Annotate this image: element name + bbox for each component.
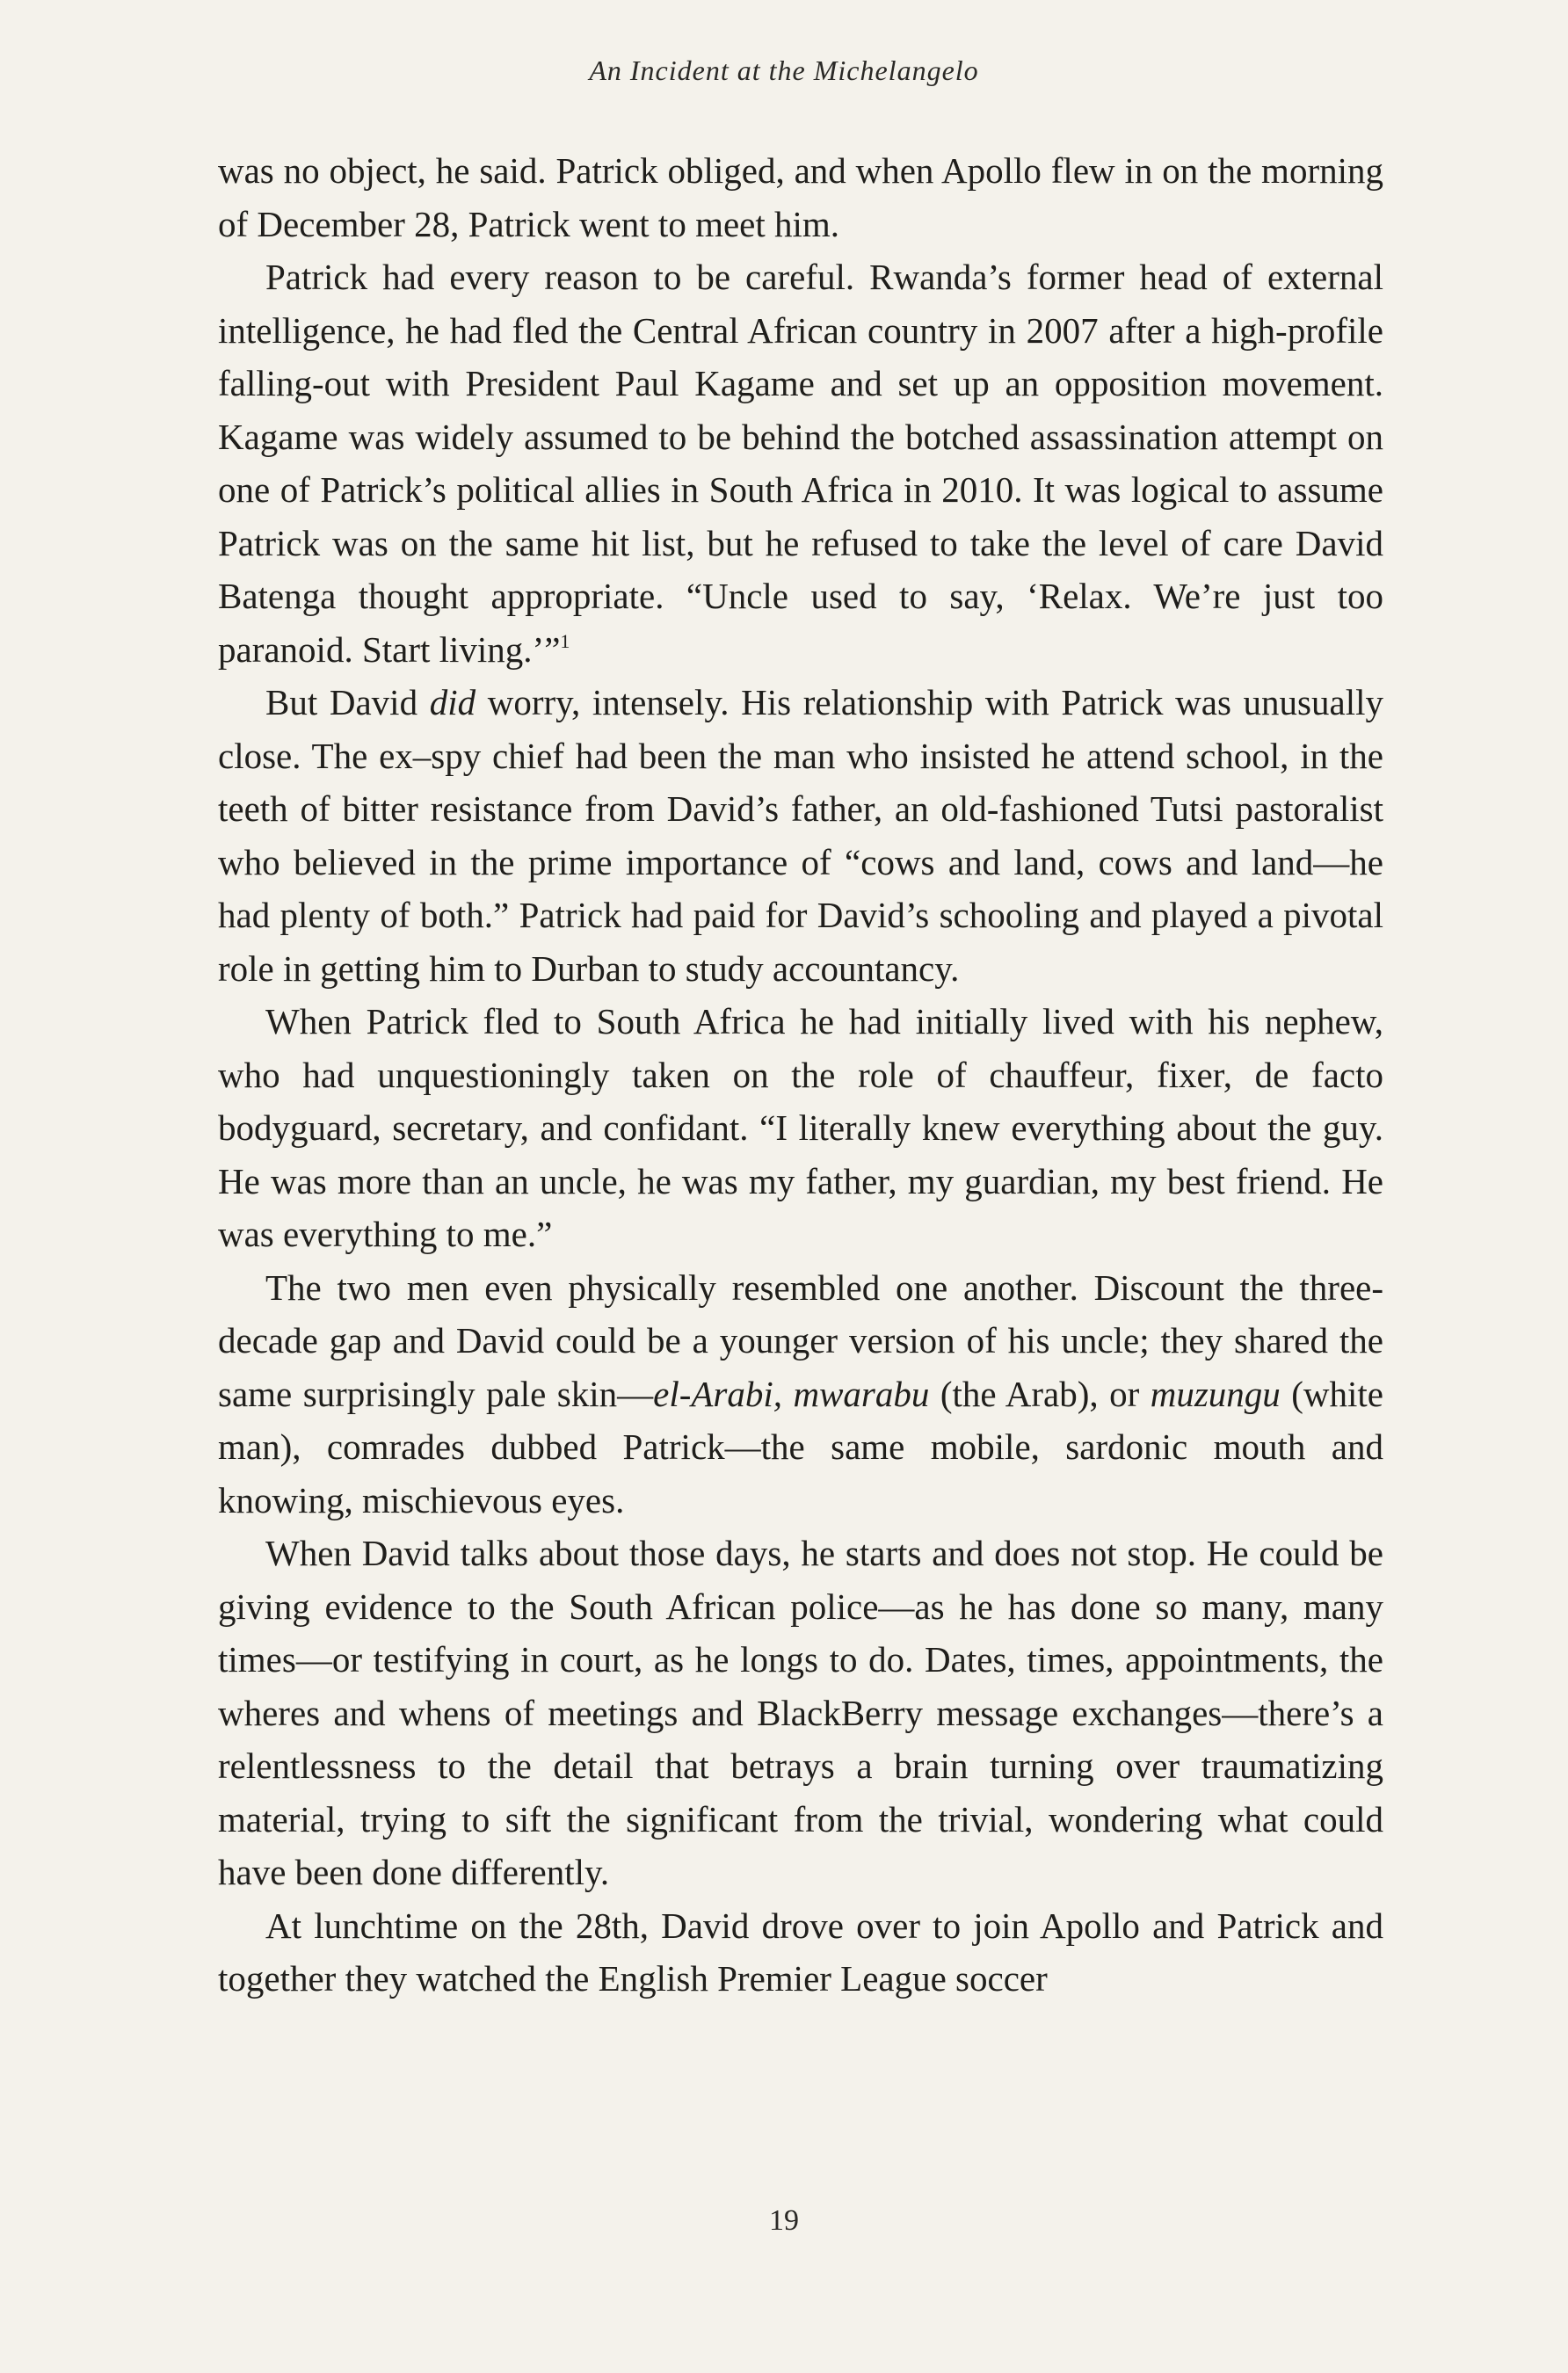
paragraph-1: was no object, he said. Patrick obliged, and when Apollo flew in on the morning of December 28, Patrick went to meet him.	[218, 150, 1383, 244]
footnote-marker[interactable]: 1	[560, 629, 570, 652]
paragraph-3-lead: But David	[265, 682, 430, 722]
emphasis-muzungu: muzungu	[1150, 1373, 1281, 1414]
paragraph-5-part-a: The two men even physically resembled one another. Discount the three-decade gap and David could be a younger version of his uncle; they shared the same surprisingly pale skin—	[218, 1266, 1383, 1414]
paragraph-5-part-c: (white man), comrades dubbed Patrick—the same mobile, sardonic mouth and knowing, mischievous eyes.	[218, 1373, 1383, 1520]
paragraph-2	[218, 250, 1383, 676]
paragraph-2-text: Patrick had every reason to be careful. Rwanda’s former head of external intelligence, he had fled the Central African country in 2007 after a high-profile falling-out with President Paul Kagame and set up an opposition movement. Kagame was widely assumed to be behind the botched assassination attempt on one of Patrick’s political allies in South Africa in 2010. It was logical to assume Patrick was on the same hit list, but he refused to take the level of care David Batenga thought appropriate. “Uncle used to say, ‘Relax. We’re just too paranoid. Start living.’”	[218, 257, 1383, 670]
body-text	[218, 144, 1383, 2006]
paragraph-7: At lunchtime on the 28th, David drove over to join Apollo and Patrick and together they watched the English Premier League soccer	[218, 1905, 1383, 1999]
paragraph-4: When Patrick fled to South Africa he had initially lived with his nephew, who had unquestioningly taken on the role of chauffeur, fixer, de facto bodyguard, secretary, and confidant. “I literally knew everything about the guy. He was more than an uncle, he was my father, my guardian, my best friend. He was everything to me.”	[218, 1001, 1383, 1254]
paragraph-5-part-b: (the Arab), or	[929, 1373, 1151, 1414]
paragraph-3-rest: worry, intensely. His relationship with Patrick was unusually close. The ex–spy chief had been the man who insisted he attend school, in the teeth of bitter resistance from David’s father, an old-fashioned Tutsi pastoralist who believed in the prime importance of “cows and land, cows and land—he had plenty of both.” Patrick had paid for David’s schooling and played a pivotal role in getting him to Durban to study accountancy.	[218, 682, 1383, 989]
paragraph-5	[218, 1261, 1383, 1528]
emphasis-nicknames: el-Arabi, mwarabu	[653, 1373, 930, 1414]
page-number: 19	[769, 2204, 799, 2237]
paragraph-3	[218, 676, 1383, 995]
paragraph-6: When David talks about those days, he starts and does not stop. He could be giving evidence to the South African police—as he has done so many, many times—or testifying in court, as he longs to do. Dates, times, appointments, the wheres and whens of meetings and BlackBerry message exchanges—there’s a relentlessness to the detail that betrays a brain turning over traumatizing material, trying to sift the significant from the trivial, wondering what could have been done differently.	[218, 1533, 1383, 1892]
running-head: An Incident at the Michelangelo	[589, 54, 979, 86]
emphasis-did: did	[429, 682, 476, 722]
